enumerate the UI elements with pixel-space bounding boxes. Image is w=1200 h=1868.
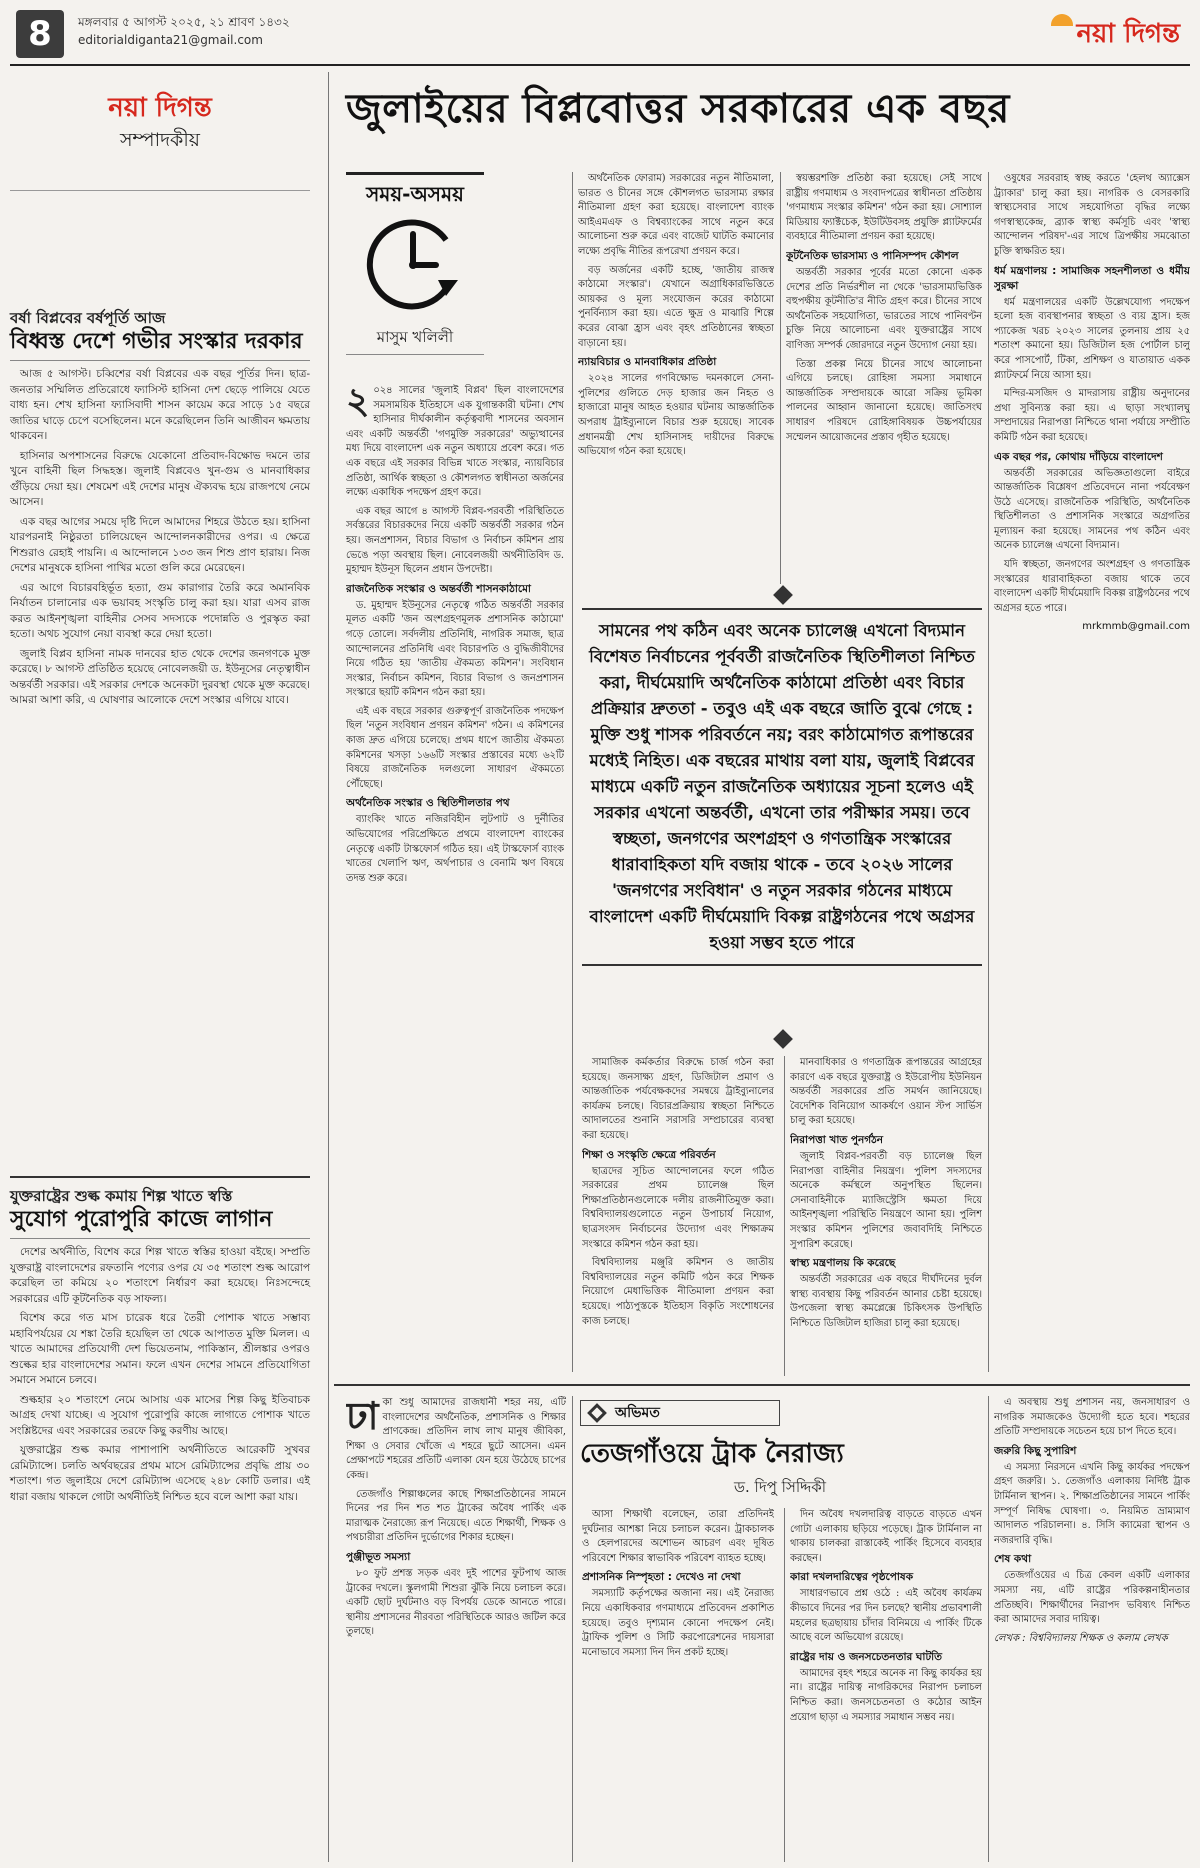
paragraph: ৮০ ফুট প্রশস্ত সড়ক এবং দুই পাশের ফুটপাথ আজ ট্রাকের দখলে। স্কুলগামী শিশুরা ঝুঁকি নিয়ে চলাচল করে। একটি ছোট দুর্ঘটনাও বড় বিপর্যয় ডেকে আনতে পারে। স্থানীয় প্রশাসনের নীরবতা পরিস্থিতিকে আরও জটিল করে তুলছে। <box>346 1567 566 1638</box>
main-lower-column-3 <box>790 1056 982 1376</box>
page-header <box>0 0 1200 72</box>
main-column-2 <box>578 172 774 584</box>
subheading: অর্থনৈতিক সংস্কার ও স্থিতিশীলতার পথ <box>346 797 510 810</box>
opinion-author: ড. দিপু সিদ্দিকী <box>733 1478 827 1496</box>
subheading: শেষ কথা <box>994 1553 1032 1566</box>
paragraph <box>346 384 564 501</box>
subheading: ধর্ম মন্ত্রণালয় : সামাজিক সহনশীলতা ও ধর্মীয় সুরক্ষা <box>994 264 1190 292</box>
main-column-1 <box>346 384 564 1374</box>
subheading: প্রশাসনিক নিস্পৃহতা : দেখেও না দেখা <box>582 1571 741 1584</box>
editorial-article-2 <box>10 1176 310 1509</box>
subheading: রাজনৈতিক সংস্কার ও অন্তর্বর্তী শাসনকাঠামো <box>346 582 531 595</box>
editorial-section-label: সম্পাদকীয় <box>120 129 200 151</box>
opinion-column-4 <box>994 1396 1190 1862</box>
dropcap: ঢা <box>346 1396 379 1438</box>
paragraph: ব্যাংকিং খাতে নজিরবিহীন লুটপাট ও দুর্নীতির অভিযোগের পরিপ্রেক্ষিতে প্রথমে বাংলাদেশ ব্যাংকের নেতৃত্বে একটি টাস্কফোর্স গঠিত হয়। এই টাস্কফোর্স ব্যাংক খাতের খেলাপি ঋণ, অর্থপাচার ও বেনামি ঋণ বিষয়ে তদন্ত শুরু করে। <box>346 814 564 884</box>
paragraph: অন্তর্বর্তী সরকার পূর্বের মতো কোনো একক দেশের প্রতি নির্ভরশীল না থেকে 'ভারসাম্যভিত্তিক বহুপক্ষীয় কূটনীতি'র নীতি গ্রহণ করে। চীনের সাথে অর্থনৈতিক সহযোগিতা, ভারতের সাথে পানিবণ্টন চুক্তি নিয়ে আলোচনা এবং যুক্তরাষ্ট্রের সাথে বাণিজ্য সম্পর্ক জোরদারে নতুন উদ্যোগ নেয়া হয়। <box>786 266 982 351</box>
column-name: সময়-অসময় <box>366 182 464 206</box>
paragraph: হাসিনার অপশাসনের বিরুদ্ধে যেকোনো প্রতিবাদ-বিক্ষোভ দমনে তার খুনে বাহিনী ছিল সিদ্ধহস্ত। জুলাই বিপ্লবেও খুন-গুম ও মানবাধিকার গুঁড়িয়ে দেয়া হয়। শেষমেশ এই দেশের মানুষ ঐক্যবদ্ধ হয়ে রাজপথে নেমে আসেন। <box>10 449 310 508</box>
paragraph: সামাজিক কর্মকর্তার বিরুদ্ধে চার্জ গঠন করা হয়েছে। জনসাক্ষ্য গ্রহণ, ডিজিটাল প্রমাণ ও আন্তর্জাতিক পর্যবেক্ষকদের সমন্বয়ে ট্রাইব্যুনালের কার্যক্রম চলছে। বিচারপ্রক্রিয়ায় স্বচ্ছতা নিশ্চিতে আদালতের শুনানি সরাসরি সম্প্রচারের ব্যবস্থা করা হয়েছে। <box>582 1057 774 1141</box>
paragraph: তেজগাঁওয়ের এ চিত্র কেবল একটি এলাকার সমস্যা নয়, এটি রাষ্ট্রের পরিকল্পনাহীনতার প্রতিচ্ছবি। শিক্ষার্থীদের নিরাপদ ভবিষ্যৎ নিশ্চিত করা আমাদের সবার দায়িত্ব। <box>994 1570 1190 1626</box>
subheading: কারা দখলদারিত্বের পৃষ্ঠপোষক <box>790 1571 914 1584</box>
paragraph: তেজগাঁও শিল্পাঞ্চলের কাছে শিক্ষাপ্রতিষ্ঠানের সামনে দিনের পর দিন শত শত ট্রাকের অবৈধ পার্কিং এক মারাত্মক নৈরাজ্যে রূপ নিয়েছে। এতে শিক্ষার্থী, শিক্ষক ও পথচারীরা প্রতিদিন দুর্ভোগের শিকার হচ্ছেন। <box>346 1488 566 1544</box>
article-headline: সুযোগ পুরোপুরি কাজে লাগান <box>10 1206 310 1239</box>
author-email: mrkmmb@gmail.com <box>1082 621 1190 633</box>
subheading: স্বাস্থ্য মন্ত্রণালয় কি করেছে <box>790 1257 896 1270</box>
editorial-article-1 <box>10 308 310 713</box>
paragraph: জুলাই বিপ্লব-পরবর্তী বড় চ্যালেঞ্জ ছিল নিরাপত্তা বাহিনীর নিয়ন্ত্রণ। পুলিশ সদস্যদের অনেকে কর্মস্থলে অনুপস্থিত ছিলেন। সেনাবাহিনীকে ম্যাজিস্ট্রেসি ক্ষমতা দিয়ে আইনশৃঙ্খলা পরিস্থিতি নিয়ন্ত্রণে আনা হয়। পুলিশ সংস্কার কমিশন পুলিশের জবাবদিহি নিশ্চিতে সুপারিশ করেছে। <box>790 1150 982 1250</box>
paragraph: জুলাই বিপ্লব হাসিনা নামক দানবের হাত থেকে দেশের জনগণকে মুক্ত করেছে। ৮ আগস্ট প্রতিষ্ঠিত হয়েছে নোবেলজয়ী ড. ইউনূসের নেতৃত্বাধীন অন্তর্বর্তী সরকার। এই সরকার দেশকে অনেকটা দুরবস্থা থেকে মুক্ত করেছে। আমরা আশা করি, এ ঘোষণার আলোকে দেশে সংস্কার এগিয়ে যাবে। <box>10 647 310 706</box>
paragraph: আজ ৫ আগস্ট। চব্বিশের বর্ষা বিপ্লবের এক বছর পূর্তির দিন। ছাত্র-জনতার সম্মিলিত প্রতিরোধে ফ্যাসিস্ট হাসিনা দেশ ছেড়ে পালিয়ে যেতে বাধ্য হন। শেখ হাসিনা ফ্যাসিবাদী শাসন কায়েম করে সাড়ে ১৫ বছরে জাতির ঘাড়ে চেপে বসেছিলেন। মনে করেছিলেন তিনি আজীবন ক্ষমতায় থাকবেন। <box>10 368 310 442</box>
pullquote-ornament <box>773 1029 793 1049</box>
article-kicker: বর্ষা বিপ্লবের বর্ষপূর্তি আজ <box>10 309 166 327</box>
opinion-tag <box>580 1400 780 1426</box>
paragraph: অন্তর্বর্তী সরকারের অভিজ্ঞতাগুলো বাইরে আন্তর্জাতিক বিশ্লেষণ প্রতিবেদনে নানা পর্যবেক্ষণ উঠে এসেছে। রাজনৈতিক পরিস্থিতি, অর্থনৈতিক স্থিতিশীলতা ও প্রশাসনিক সংস্কারে অগ্রগতির মূল্যায়ন করা হয়েছে। সামনের পথ কঠিন এবং অনেক চ্যালেঞ্জ এখনো বিদ্যমান। <box>994 467 1190 552</box>
opinion-column-3 <box>790 1508 982 1862</box>
article-body <box>10 367 310 709</box>
opinion-column-2 <box>582 1508 774 1862</box>
editorial-column <box>10 72 320 1862</box>
opinion-title: তেজগাঁওয়ে ট্রাক নৈরাজ্য <box>580 1439 844 1469</box>
masthead-text: নয়া দিগন্ত <box>1076 19 1180 49</box>
main-lower-column-2 <box>582 1056 774 1376</box>
subheading: কূটনৈতিক ভারসাম্য ও পানিসম্পদ কৌশল <box>786 249 959 262</box>
pullquote-ornament <box>773 585 793 605</box>
page-number: 8 <box>16 10 64 58</box>
main-column-3 <box>786 172 982 584</box>
paragraph: তিস্তা প্রকল্প নিয়ে চীনের সাথে আলোচনা এগিয়ে চলছে। রোহিঙ্গা সমস্যা সমাধানে আন্তর্জাতিক সম্প্রদায়কে আরো সক্রিয় ভূমিকা পালনের আহ্বান জানানো হয়েছে। জাতিসংঘ সাধারণ পরিষদে রোহিঙ্গাবিষয়ক উচ্চপর্যায়ের সম্মেলন আয়োজনের প্রস্তাব গৃহীত হয়েছে। <box>786 358 982 443</box>
paragraph: মন্দির-মসজিদ ও মাদরাসায় রাষ্ট্রীয় অনুদানের প্রথা সুবিন্যস্ত করা হয়। এ ছাড়া সংখ্যালঘু সম্প্রদায়ের নিরাপত্তা নিশ্চিতে থানা পর্যায়ে সম্প্রীতি কমিটি গঠন করা হয়েছে। <box>994 388 1190 443</box>
column-tag <box>346 172 484 209</box>
paragraph: আমাদের বৃহৎ শহরে অনেক না কিছু কার্যকর হয় না। রাষ্ট্রের দায়িত্ব নাগরিকদের নিরাপদ চলাচল নিশ্চিত করা। জনসচেতনতা ও কঠোর আইন প্রয়োগ ছাড়া এ সমস্যার সমাধান সম্ভব নয়। <box>790 1667 982 1723</box>
clock-icon <box>358 210 468 320</box>
author-bio: লেখক : বিশ্ববিদ্যালয় শিক্ষক ও কলাম লেখক <box>994 1632 1168 1644</box>
paragraph: এই এক বছরে সরকার গুরুত্বপূর্ণ রাজনৈতিক পদক্ষেপ ছিল 'নতুন সংবিধান প্রণয়ন কমিশন' গঠন। এ কমিশনের কাজ দ্রুত এগিয়ে চলেছে। প্রথম ধাপে জাতীয় ঐকমত্য কমিশনের খসড়া ১৬৬টি সংস্কার প্রস্তাবের মধ্যে ৬২টি বিষয়ে রাজনৈতিক দলগুলো সাধারণ ঐকমত্যে পৌঁছেছে। <box>346 705 564 790</box>
paragraph: ছাত্রদের সূচিত আন্দোলনের ফলে গঠিত সরকারের প্রথম চ্যালেঞ্জ ছিল শিক্ষাপ্রতিষ্ঠানগুলোকে দলীয় রাজনীতিমুক্ত করা। বিশ্ববিদ্যালয়গুলোতে নতুন উপাচার্য নিয়োগ, ছাত্রসংসদ নির্বাচনের উদ্যোগ এবং শিক্ষাক্রম সংস্কারে কমিশন গঠন করা হয়। <box>582 1165 774 1250</box>
subheading: নিরাপত্তা খাত পুনর্গঠন <box>790 1133 884 1146</box>
column-divider <box>988 172 989 1372</box>
paragraph: এক বছর আগে ৪ আগস্ট বিপ্লব-পরবর্তী পরিস্থিতিতে সর্বস্তরের বিচারকদের নিয়ে একটি অন্তর্বর্তী সরকার গঠন হয়। জনপ্রশাসন, বিচার বিভাগ ও নির্বাচন কমিশন প্রায় ভেঙে পড়া অবস্থায় ছিল। নোবেলজয়ী অর্থনীতিবিদ ড. মুহাম্মদ ইউনূস ছিলেন প্রধান উপদেষ্টা। <box>346 505 564 576</box>
subheading: রাষ্ট্রের দায় ও জনসচেতনতার ঘাটতি <box>790 1650 943 1663</box>
paragraph: ড. মুহাম্মদ ইউনূসের নেতৃত্বে গঠিত অন্তর্বর্তী সরকার মূলত একটি 'জন অংশগ্রহণমূলক প্রশাসনিক কাঠামো' গড়ে তোলে। সর্বদলীয় প্রতিনিধি, নাগরিক সমাজ, ছাত্র আন্দোলনের প্রতিনিধি এবং বিচারপতি ও বুদ্ধিজীবীদের নিয়ে গঠিত হয় 'জাতীয় ঐকমত্য কমিশন'। সংবিধান সংস্কার, নির্বাচন কমিশন, বিচার বিভাগ ও জনপ্রশাসন সংস্কারে ছয়টি কমিশন গঠন করা হয়। <box>346 599 564 699</box>
subheading: জরুরি কিছু সুপারিশ <box>994 1444 1077 1457</box>
paragraph: দিন অবৈধ দখলদারিত্ব বাড়তে বাড়তে এখন গোটা এলাকায় ছড়িয়ে পড়েছে। ট্রাক টার্মিনাল না থাকায় চালকরা রাস্তাকেই পার্কিং হিসেবে ব্যবহার করছেন। <box>790 1509 982 1564</box>
paragraph: ওষুধের সরবরাহ স্বচ্ছ করতে 'হেলথ অ্যাক্সেস ট্র্যাকার' চালু করা হয়। নাগরিক ও বেসরকারি স্বাস্থ্যসেবার সাথে সহযোগিতা বৃদ্ধির লক্ষ্যে গণস্বাস্থ্যকেন্দ্র, ব্র্যাক স্বাস্থ্য কর্মসূচি এবং 'স্বাস্থ্য আন্দোলন পরিষদ'-এর সাথে ত্রিপক্ষীয় সমঝোতা চুক্তি স্বাক্ষরিত হয়। <box>994 173 1190 257</box>
article-headline: বিধ্বস্ত দেশে গভীর সংস্কার দরকার <box>10 328 310 361</box>
paragraph: অন্তর্বর্তী সরকারের এক বছরে দীর্ঘদিনের দুর্বল স্বাস্থ্য ব্যবস্থায় কিছু পরিবর্তন আনার চেষ্টা হয়েছে। উপজেলা স্বাস্থ্য কমপ্লেক্সে চিকিৎসক উপস্থিতি নিশ্চিতে ডিজিটাল হাজিরা চালু করা হয়েছে। <box>790 1274 982 1329</box>
editorial-logo: নয়া দিগন্ত <box>108 93 212 123</box>
subheading: এক বছর পর, কোথায় দাঁড়িয়ে বাংলাদেশ <box>994 450 1163 463</box>
column-divider <box>780 172 781 584</box>
pullquote: সামনের পথ কঠিন এবং অনেক চ্যালেঞ্জ এখনো বিদ্যমান বিশেষত নির্বাচনের পূর্ববর্তী রাজনৈতিক স্থিতিশীলতা নিশ্চিত করা, দীর্ঘমেয়াদি অর্থনৈতিক কাঠামো প্রতিষ্ঠা এবং বিচার প্রক্রিয়ার দ্রুততা - তবুও এই এক বছরে জাতি বুঝে গেছে : মুক্তি শুধু শাসক পরিবর্তনে নয়; বরং কাঠামোগত রূপান্তরের মধ্যেই নিহিত। এক বছরের মাথায় বলা যায়, জুলাই বিপ্লবের মাধ্যমে একটি নতুন রাজনৈতিক অধ্যায়ের সূচনা হলেও এই সরকার এখনো অন্তর্বর্তী, এখনো তার পরীক্ষার সময়। তবে স্বচ্ছতা, জনগণের অংশগ্রহণ ও গণতান্ত্রিক সংস্কারের ধারাবাহিকতা যদি বজায় থাকে - তবে ২০২৬ সালের 'জনগণের সংবিধান' ও নতুন সরকার গঠনের মাধ্যমে বাংলাদেশ একটি দীর্ঘমেয়াদি বিকল্প রাষ্ট্রগঠনের পথে অগ্রসর হওয়া সম্ভব হতে পারে <box>582 608 982 966</box>
opinion-rule <box>334 1384 1190 1386</box>
article-body <box>10 1245 310 1505</box>
opinion-label: অভিমত <box>615 1405 660 1421</box>
paragraph: বড় অর্জনের একটি হচ্ছে, 'জাতীয় রাজস্ব কাঠামো সংস্কার'। যেখানে অগ্রাধিকারভিত্তিতে আয়কর ও মূল্য সংযোজন করের কাঠামো পুনর্বিন্যাস করা হয়। এতে ক্ষুদ্র ও মাঝারি শিল্পে করের বোঝা হ্রাস এবং বৃহৎ প্রতিষ্ঠানের স্বচ্ছতা বাড়ানো হয়। <box>578 264 774 349</box>
paragraph: সাধারণভাবে প্রশ্ন ওঠে : এই অবৈধ কার্যক্রম কীভাবে দিনের পর দিন চলছে? স্থানীয় প্রভাবশালী মহলের ছত্রছায়ায় চাঁদার বিনিময়ে এ পার্কিং টিকে আছে বলে অভিযোগ রয়েছে। <box>790 1588 982 1644</box>
column-divider <box>572 1396 573 1862</box>
paragraph: আসা শিক্ষার্থী বলেছেন, তারা প্রতিদিনই দুর্ঘটনার আশঙ্কা নিয়ে চলাচল করেন। ট্রাকচালক ও হেলপারদের অশোভন আচরণ এবং দূষিত পরিবেশে শিক্ষার স্বাভাবিক পরিবেশ ব্যাহত হচ্ছে। <box>582 1509 774 1564</box>
main-column-4 <box>994 172 1190 1372</box>
paragraph: শুল্কহার ২০ শতাংশে নেমে আসায় এক মাসের শিল্প কিছু ইতিবাচক আগ্রহ দেখা যাচ্ছে। এ সুযোগ পুরোপুরি কাজে লাগাতে পোশাক খাতে সংশ্লিষ্টদের এবং সরকারের তরফে কিছু করণীয় আছে। <box>10 1393 310 1437</box>
paragraph-text: ০২৪ সালের 'জুলাই বিপ্লব' ছিল বাংলাদেশের সমসাময়িক ইতিহাসে এক যুগান্তকারী ঘটনা। শেখ হাসিনার দীর্ঘকালীন কর্তৃত্ববাদী শাসনের অবসান এবং একটি অন্তর্বর্তী 'গণমুক্তি সরকারের' অভ্যুত্থানের মধ্য দিয়ে বাংলাদেশ এক নতুন অধ্যায়ে প্রবেশ করে। গত এক বছরে এই সরকার বিভিন্ন খাতে সংস্কার, ন্যায়বিচার প্রতিষ্ঠা, আর্থিক স্বচ্ছতা ও কৌশলগত স্বাধীনতা অর্জনের লক্ষ্যে একাধিক পদক্ষেপ গ্রহণ করে। <box>346 385 564 499</box>
sun-icon <box>1051 14 1073 26</box>
paragraph: স্বয়ম্ভরশক্তি প্রতিষ্ঠা করা হয়েছে। সেই সাথে রাষ্ট্রীয় গণমাধ্যম ও সংবাদপত্রের স্বাধীনতা প্রতিষ্ঠায় 'গণমাধ্যম সংস্কার কমিশন' গঠন করা হয়। সোশ্যাল মিডিয়ায় ফ্যাক্টচেক, ইউটিউবসহ প্রযুক্তি প্ল্যাটফর্মের ব্যবহারে নীতিমালা প্রণয়ন করা হয়েছে। <box>786 173 982 243</box>
column-divider <box>988 1396 989 1862</box>
editorial-email: editorialdiganta21@gmail.com <box>78 33 263 47</box>
paragraph: যদি স্বচ্ছতা, জনগণের অংশগ্রহণ ও গণতান্ত্রিক সংস্কারের ধারাবাহিকতা বজায় থাকে তবে বাংলাদেশ একটি দীর্ঘমেয়াদি বিকল্প রাষ্ট্রগঠনের পথে অগ্রসর হতে পারে। <box>994 559 1190 614</box>
column-divider <box>784 1056 785 1376</box>
dropcap: ২ <box>346 384 370 422</box>
paragraph: অর্থনৈতিক ফোরাম) সরকারের নতুন নীতিমালা, ভারত ও চীনের সঙ্গে কৌশলগত ভারসাম্য রক্ষার নীতিমালা গ্রহণ করা হয়েছে। বাংলাদেশ ব্যাংক আইএমএফ ও বিশ্বব্যাংকের সাথে নতুন করে আলোচনা শুরু করে এবং বাজেট ঘাটতি কমানোর লক্ষ্যে প্রবৃদ্ধি নীতির রূপরেখা প্রণয়ন করে। <box>578 173 774 257</box>
column-divider <box>784 1508 785 1862</box>
opinion-column-1 <box>346 1396 566 1862</box>
subheading: পুঞ্জীভূত সমস্যা <box>346 1550 411 1563</box>
clock-graphic <box>358 210 468 320</box>
masthead-logo <box>1051 14 1180 54</box>
editorial-brand <box>10 90 310 154</box>
paragraph: সমস্যাটি কর্তৃপক্ষের অজানা নয়। এই নৈরাজ্য নিয়ে একাধিকবার গণমাধ্যমে প্রতিবেদন প্রকাশিত হয়েছে। তবুও দৃশ্যমান কোনো পদক্ষেপ নেই। ট্রাফিক পুলিশ ও সিটি করপোরেশনের দায়সারা মনোভাবে সমস্যা দিন দিন প্রকট হচ্ছে। <box>582 1588 774 1658</box>
paragraph: ২০২৪ সালের গণবিক্ষোভ দমনকালে সেনা-পুলিশের গুলিতে দেড় হাজার জন নিহত ও হাজারো মানুষ আহত হওয়ার ঘটনায় আন্তর্জাতিক অপরাধ ট্রাইব্যুনালে বিচার শুরু হয়েছে। সাবেক প্রধানমন্ত্রী শেখ হাসিনাসহ দায়ীদের বিরুদ্ধে অভিযোগ গঠন করা হয়েছে। <box>578 373 774 458</box>
paragraph: বিশ্ববিদ্যালয় মঞ্জুরি কমিশন ও জাতীয় বিশ্ববিদ্যালয়ের নতুন কমিটি গঠন করে শিক্ষক নিয়োগে মেধাভিত্তিক নীতিমালা প্রণয়ন করা হয়েছে। পাঠ্যপুস্তকে ইতিহাস বিকৃতি সংশোধনের কাজ চলছে। <box>582 1257 774 1327</box>
subheading: শিক্ষা ও সংস্কৃতি ক্ষেত্রে পরিবর্তন <box>582 1148 716 1161</box>
paragraph: এ সমস্যা নিরসনে এখনি কিছু কার্যকর পদক্ষেপ গ্রহণ জরুরি। ১. তেজগাঁও এলাকায় নির্দিষ্ট ট্রাক টার্মিনাল স্থাপন। ২. শিক্ষাপ্রতিষ্ঠানের সামনে পার্কিং সম্পূর্ণ নিষিদ্ধ ঘোষণা। ৩. নিয়মিত ভ্রাম্যমাণ আদালত পরিচালনা। ৪. সিসি ক্যামেরা স্থাপন ও নজরদারি বৃদ্ধি। <box>994 1461 1190 1546</box>
paragraph: দেশের অর্থনীতি, বিশেষ করে শিল্প খাতে স্বস্তির হাওয়া বইছে। সম্প্রতি যুক্তরাষ্ট্র বাংলাদেশের রফতানি পণ্যের ওপর যে ৩৫ শতাংশ শুল্ক আরোপ করেছিল তা কমিয়ে ২০ শতাংশে নির্ধারণ করা হয়েছে। নিঃসন্দেহে সরকারের এটি কূটনৈতিক বড় সাফল্য। <box>10 1246 310 1305</box>
main-author: মাসুম খলিলী <box>346 326 484 355</box>
paragraph: মানবাধিকার ও গণতান্ত্রিক রূপান্তরের আগ্রহের কারণে এক বছরে যুক্তরাষ্ট্র ও ইউরোপীয় ইউনিয়ন অন্তর্বর্তী সরকারের প্রতি সমর্থন জানিয়েছে। বৈদেশিক বিনিয়োগ আকর্ষণে ওয়ান স্টপ সার্ভিস চালু করা হয়েছে। <box>790 1057 982 1127</box>
header-rule <box>10 64 1190 66</box>
paragraph: বিশেষ করে গত মাস চারেক ধরে তৈরী পোশাক খাতে সম্ভাব্য মহাবিপর্যয়ের যে শঙ্কা তৈরি হয়েছিল তা থেকে আপাতত মুক্তি মিলল। এ খাতে আমাদের প্রতিযোগী দেশ ভিয়েতনাম, পাকিস্তান, শ্রীলঙ্কার ওপরও শুল্কের হার বাংলাদেশের সমান। ফলে এখন দেশের সামনে প্রতিযোগিতা সমানে সমানে চলবে। <box>10 1312 310 1386</box>
article-kicker: যুক্তরাষ্ট্রের শুল্ক কমায় শিল্প খাতে স্বস্তি <box>10 1187 233 1205</box>
column-divider <box>328 72 329 1862</box>
subheading: ন্যায়বিচার ও মানবাধিকার প্রতিষ্ঠা <box>578 356 717 369</box>
divider <box>10 190 310 191</box>
paragraph: এ অবস্থায় শুধু প্রশাসন নয়, জনসাধারণ ও নাগরিক সমাজকেও উদ্যোগী হতে হবে। শহরের প্রতিটি সম্প্রদায়কে সচেতন হয়ে চাপ দিতে হবে। <box>994 1397 1190 1438</box>
main-article-title: জুলাইয়ের বিপ্লবোত্তর সরকারের এক বছর <box>346 86 1010 132</box>
paragraph: ধর্ম মন্ত্রণালয়ের একটি উল্লেখযোগ্য পদক্ষেপ হলো হজ ব্যবস্থাপনার স্বচ্ছতা ও ব্যয় হ্রাস। হজ প্যাকেজ খরচ ২০২৩ সালের তুলনায় প্রায় ২৫ শতাংশ কমানো হয়। ডিজিটাল হজ পোর্টাল চালু করে পাসপোর্ট, টিকা, প্রশিক্ষণ ও যাতায়াত একক প্ল্যাটফর্মে নিয়ে আসা হয়। <box>994 296 1190 381</box>
column-divider <box>572 172 573 1372</box>
paragraph: এক বছর আগের সময়ে দৃষ্টি দিলে আমাদের শিহরে উঠতে হয়। হাসিনা যারপরনাই নিষ্ঠুরতা চালিয়েছেন আন্দোলনকারীদের ওপর। এ ক্ষেত্রে শিশুরাও রেহাই পায়নি। এ আন্দোলনে ১৩৩ জন শিশু প্রাণ হারায়। নিজ দেশের মানুষকে হাসিনা পাখির মতো গুলি করে মেরেছেন। <box>10 515 310 574</box>
paragraph-text: কা শুধু আমাদের রাজধানী শহর নয়, এটি বাংলাদেশের অর্থনৈতিক, প্রশাসনিক ও শিক্ষার প্রাণকেন্দ্র। প্রতিদিন লাখ লাখ মানুষ জীবিকা, শিক্ষা ও সেবার খোঁজে এ শহরে ছুটে আসেন। এমন প্রেক্ষাপটে শহরের প্রতিটি এলাকা যেন হয়ে উঠেছে চাপের কেন্দ্র। <box>346 1397 566 1481</box>
paragraph: যুক্তরাষ্ট্রের শুল্ক কমার পাশাপাশি অর্থনীতিতে আরেকটি সুখবর রেমিট্যান্সে। চলতি অর্থবছরের প্রথম মাসে রেমিট্যান্সের প্রবৃদ্ধি প্রায় ৩০ শতাংশ। গত জুলাইয়ে দেশে রেমিট্যান্স এসেছে ২৪৮ কোটি ডলার। এই ধারা বজায় থাকলে গোটা অর্থনীতিই নিশ্চিত হবে বলে আশা করা যায়। <box>10 1444 310 1503</box>
paragraph <box>346 1396 566 1484</box>
dateline: মঙ্গলবার ৫ আগস্ট ২০২৫, ২১ শ্রাবণ ১৪৩২ <box>78 15 290 29</box>
paragraph: এর আগে বিচারবহির্ভূত হত্যা, গুম কারাগার তৈরি করে অমানবিক নির্যাতন চালানোর এক ভয়াবহ সংস্কৃতি চালু করা হয়। যারা এসব রাজ করত আইনশৃঙ্খলা বাহিনীর সেসব সদস্যকে পদোন্নতি ও পুরস্কৃত করা হতো। অথচ সুযোগ নেয়া ব্যবস্থা করে দেয়া হতো। <box>10 581 310 640</box>
